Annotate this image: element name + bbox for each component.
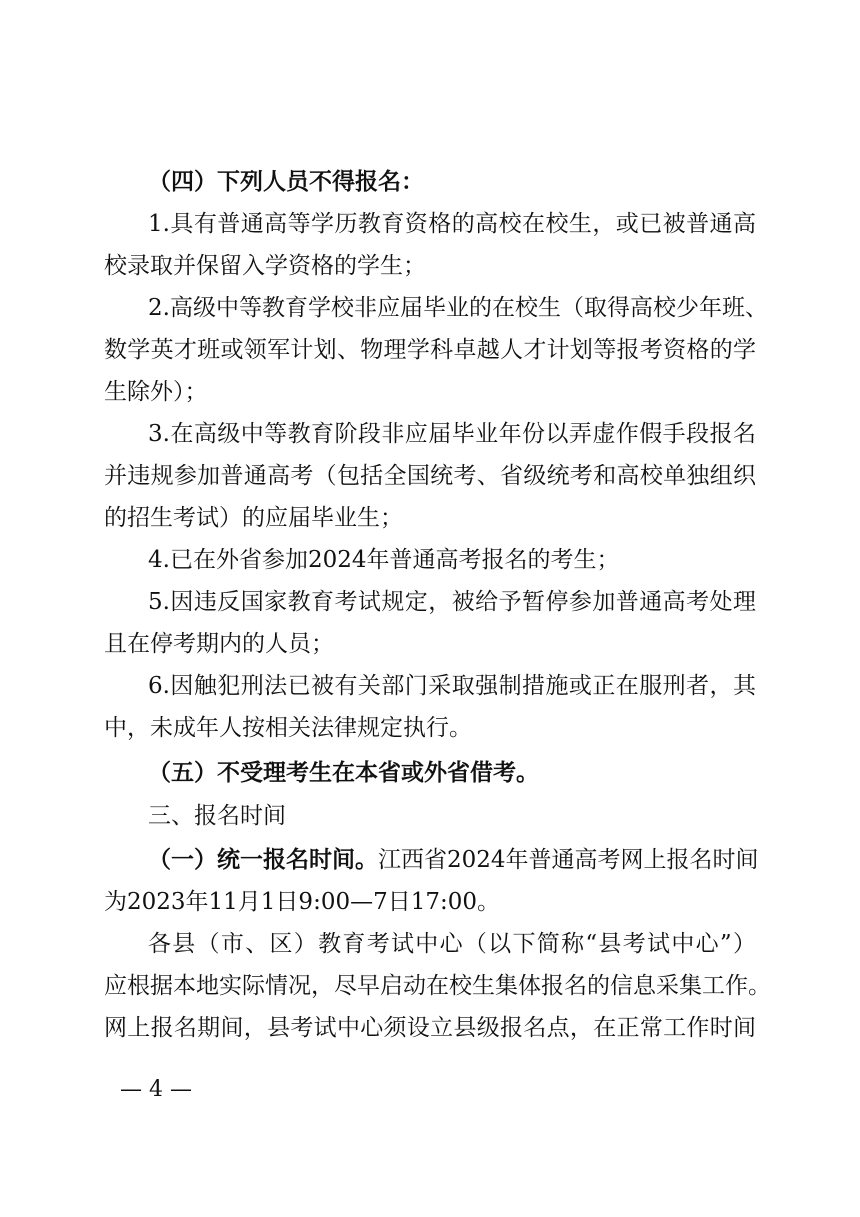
paragraph-line: 4.已在外省参加2024年普通高考报名的考生；: [148, 547, 620, 573]
section-heading-five: （五）不受理考生在本省或外省借考。: [148, 759, 539, 786]
time-paragraph-line: [148, 845, 759, 875]
paragraph-line: 3.在高级中等教育阶段非应届毕业年份以弄虚作假手段报名: [148, 421, 756, 447]
paragraph-line: 且在停考期内的人员；: [104, 631, 334, 657]
paragraph-line: 为2023年11月1日9:00—7日17:00。: [104, 889, 500, 915]
paragraph-line: 数学英才班或领军计划、物理学科卓越人才计划等报考资格的学: [104, 337, 756, 363]
paragraph-line: 各县（市、区）教育考试中心（以下简称“县考试中心”）: [148, 931, 756, 957]
time-subheading: （一）统一报名时间。: [148, 846, 378, 873]
page-number: — 4 —: [120, 1077, 192, 1102]
section-heading-three: 三、报名时间: [148, 803, 286, 829]
paragraph-line: 的招生考试）的应届毕业生；: [104, 505, 403, 531]
paragraph-line: 1.具有普通高等学历教育资格的高校在校生，或已被普通高: [148, 211, 756, 237]
time-text: 江西省2024年普通高考网上报名时间: [378, 847, 759, 873]
paragraph-line: 2.高级中等教育学校非应届毕业的在校生（取得高校少年班、: [148, 295, 768, 321]
paragraph-line: 5.因违反国家教育考试规定，被给予暂停参加普通高考处理: [148, 589, 756, 615]
paragraph-line: 应根据本地实际情况，尽早启动在校生集体报名的信息采集工作。: [104, 973, 771, 999]
paragraph-line: 中，未成年人按相关法律规定执行。: [104, 715, 472, 741]
paragraph-line: 生除外）；: [104, 379, 208, 405]
section-heading-four: （四）下列人员不得报名：: [148, 168, 424, 195]
paragraph-line: 网上报名期间，县考试中心须设立县级报名点，在正常工作时间: [104, 1015, 756, 1041]
paragraph-line: 校录取并保留入学资格的学生；: [104, 253, 426, 279]
paragraph-line: 并违规参加普通高考（包括全国统考、省级统考和高校单独组织: [104, 463, 756, 489]
paragraph-line: 6.因触犯刑法已被有关部门采取强制措施或正在服刑者，其: [148, 673, 756, 699]
